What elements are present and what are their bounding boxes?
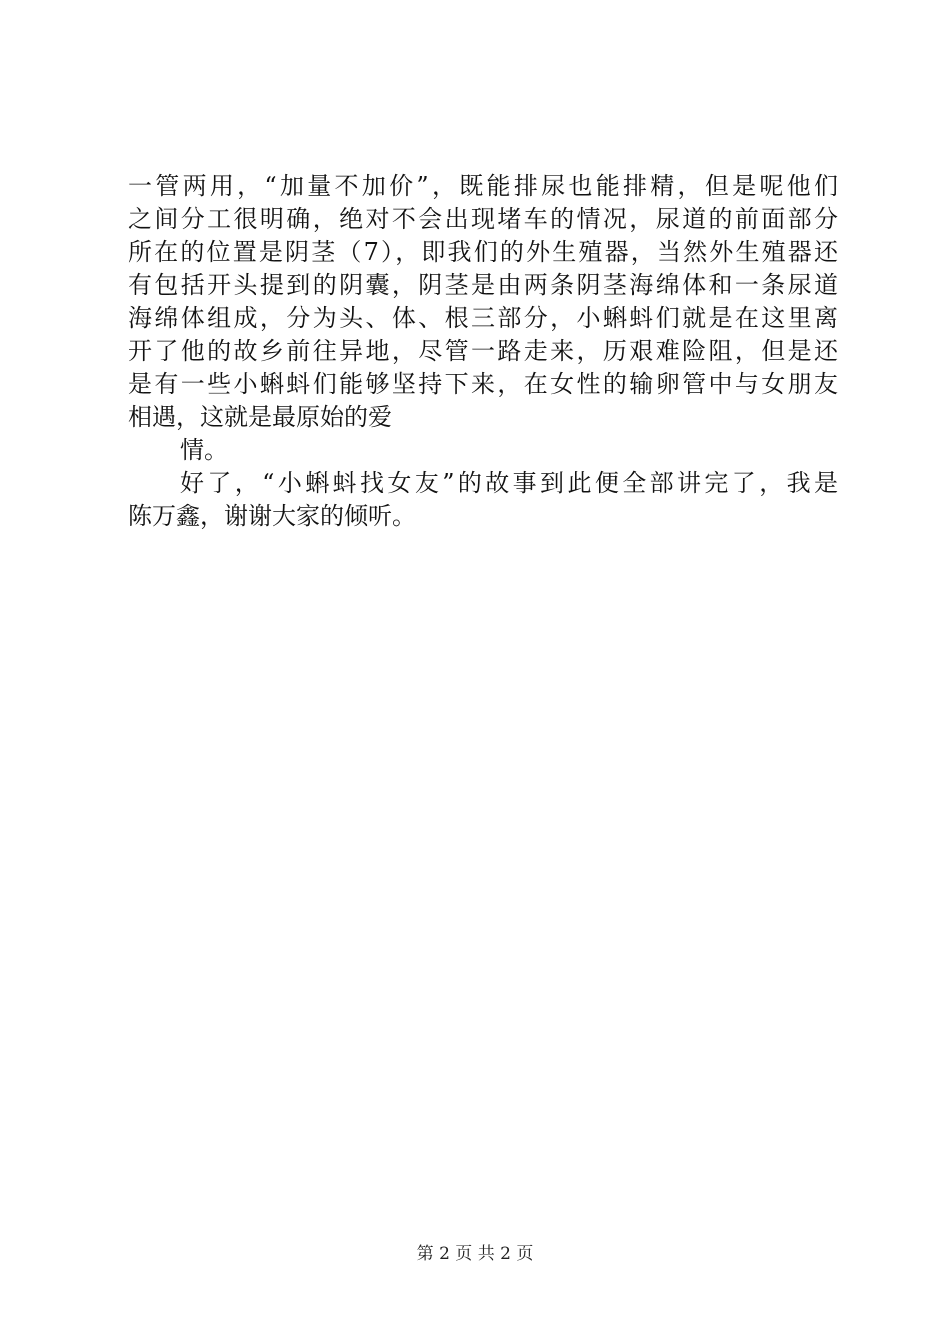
paragraph-1-line-3: 所在的位置是阴茎（7），即我们的外生殖器，当然外生殖器还	[128, 238, 838, 266]
paragraph-1-line-6: 开了他的故乡前往异地，尽管一路走来，历艰难险阻，但是还	[128, 337, 838, 365]
paragraph-3	[128, 467, 838, 533]
paragraph-1-line-2: 之间分工很明确，绝对不会出现堵车的情况，尿道的前面部分	[128, 205, 838, 233]
paragraph-1-line-8: 相遇，这就是最原始的爱	[128, 403, 392, 431]
paragraph-2-line-1: 情。	[180, 436, 228, 464]
paragraph-1-line-1: 一管两用，“加量不加价”，既能排尿也能排精，但是呢他们	[128, 172, 838, 200]
paragraph-3-line-2: 陈万鑫，谢谢大家的倾听。	[128, 502, 416, 530]
paragraph-1	[128, 170, 838, 434]
document-body	[128, 170, 838, 533]
paragraph-1-line-7: 是有一些小蝌蚪们能够坚持下来，在女性的输卵管中与女朋友	[128, 370, 838, 398]
paragraph-1-line-5: 海绵体组成，分为头、体、根三部分，小蝌蚪们就是在这里离	[128, 304, 838, 332]
page-footer: 第 2 页 共 2 页	[416, 1244, 534, 1264]
paragraph-3-line-1: 好了，“小蝌蚪找女友”的故事到此便全部讲完了，我是	[180, 469, 838, 497]
paragraph-1-line-4: 有包括开头提到的阴囊，阴茎是由两条阴茎海绵体和一条尿道	[128, 271, 838, 299]
paragraph-2	[128, 434, 838, 467]
